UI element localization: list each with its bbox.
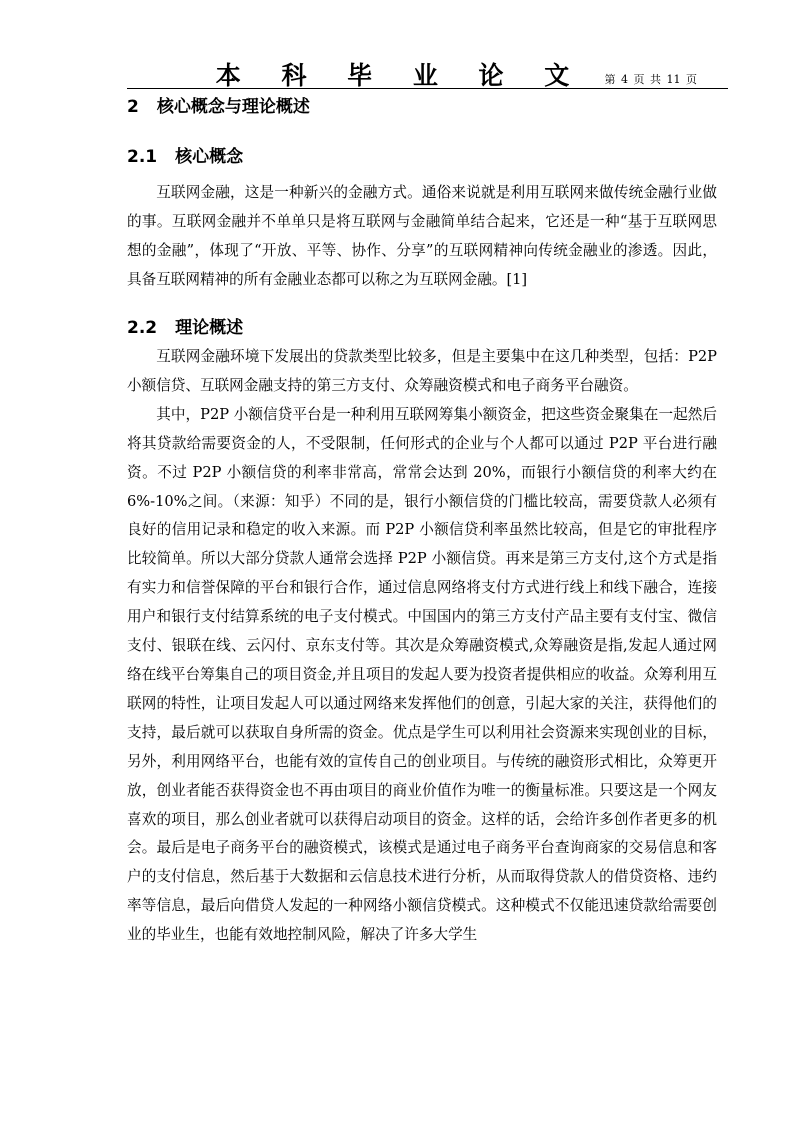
section-number: 2.2 bbox=[127, 318, 158, 338]
paragraph-block-2-2 bbox=[127, 343, 717, 950]
page-indicator: 第 4 页 共 11 页 bbox=[604, 73, 697, 86]
section-title: 理论概述 bbox=[175, 318, 244, 338]
section-number: 2.1 bbox=[127, 147, 158, 167]
header-divider bbox=[127, 88, 728, 89]
section-heading-2-1 bbox=[127, 142, 243, 167]
section-heading-2-2 bbox=[127, 313, 243, 338]
section-title: 核心概念 bbox=[175, 147, 244, 167]
chapter-heading bbox=[127, 92, 310, 117]
chapter-title: 核心概念与理论概述 bbox=[156, 97, 310, 117]
paragraph: 其中，P2P 小额信贷平台是一种利用互联网筹集小额资金，把这些资金聚集在一起然后将其贷款给需要资金的人，不受限制，任何形式的企业与个人都可以通过 P2P 平台进行融资。不过 P2P 小额信贷的利率非常高，常常会达到 20%，而银行小额信贷的利率大约在 6%-10%之间。（来源：知乎）不同的是，银行小额信贷的门槛比较高，需要贷款人必须有良好的信用记录和稳定的收入来源。而 P2P 小额信贷利率虽然比较高，但是它的审批程序比较简单。所以大部分贷款人通常会选择 P2P 小额信贷。再来是第三方支付,这个方式是指有实力和信誉保障的平台和银行合作，通过信息网络将支付方式进行线上和线下融合，连接用户和银行支付结算系统的电子支付模式。中国国内的第三方支付产品主要有支付宝、微信支付、银联在线、云闪付、京东支付等。其次是众筹融资模式,众筹融资是指,发起人通过网络在线平台筹集自己的项目资金,并且项目的发起人要为投资者提供相应的收益。众筹利用互联网的特性，让项目发起人可以通过网络来发挥他们的创意，引起大家的关注，获得他们的支持，最后就可以获取自身所需的资金。优点是学生可以利用社会资源来实现创业的目标，另外，利用网络平台，也能有效的宣传自己的创业项目。与传统的融资形式相比，众筹更开放，创业者能否获得资金也不再由项目的商业价值作为唯一的衡量标准。只要这是一个网友喜欢的项目，那么创业者就可以获得启动项目的资金。这样的话，会给许多创作者更多的机会。最后是电子商务平台的融资模式，该模式是通过电子商务平台查询商家的交易信息和客户的支付信息，然后基于大数据和云信息技术进行分析，从而取得贷款人的借贷资格、违约率等信息，最后向借贷人发起的一种网络小额信贷模式。这种模式不仅能迅速贷款给需要创业的毕业生，也能有效地控制风险，解决了许多大学生 bbox=[127, 405, 717, 944]
paragraph-block-2-1 bbox=[127, 179, 717, 295]
chapter-number: 2 bbox=[127, 97, 139, 117]
paragraph: 互联网金融环境下发展出的贷款类型比较多，但是主要集中在这几种类型，包括：P2P 小额信贷、互联网金融支持的第三方支付、众筹融资模式和电子商务平台融资。 bbox=[127, 348, 717, 394]
paragraph: 互联网金融，这是一种新兴的金融方式。通俗来说就是利用互联网来做传统金融行业做的事。互联网金融并不单单只是将互联网与金融简单结合起来，它还是一种“基于互联网思想的金融”，体现了“开放、平等、协作、分享”的互联网精神向传统金融业的渗透。因此，具备互联网精神的所有金融业态都可以称之为互联网金融。[1] bbox=[127, 184, 717, 288]
header-title: 本 科 毕 业 论 文 bbox=[215, 61, 586, 90]
